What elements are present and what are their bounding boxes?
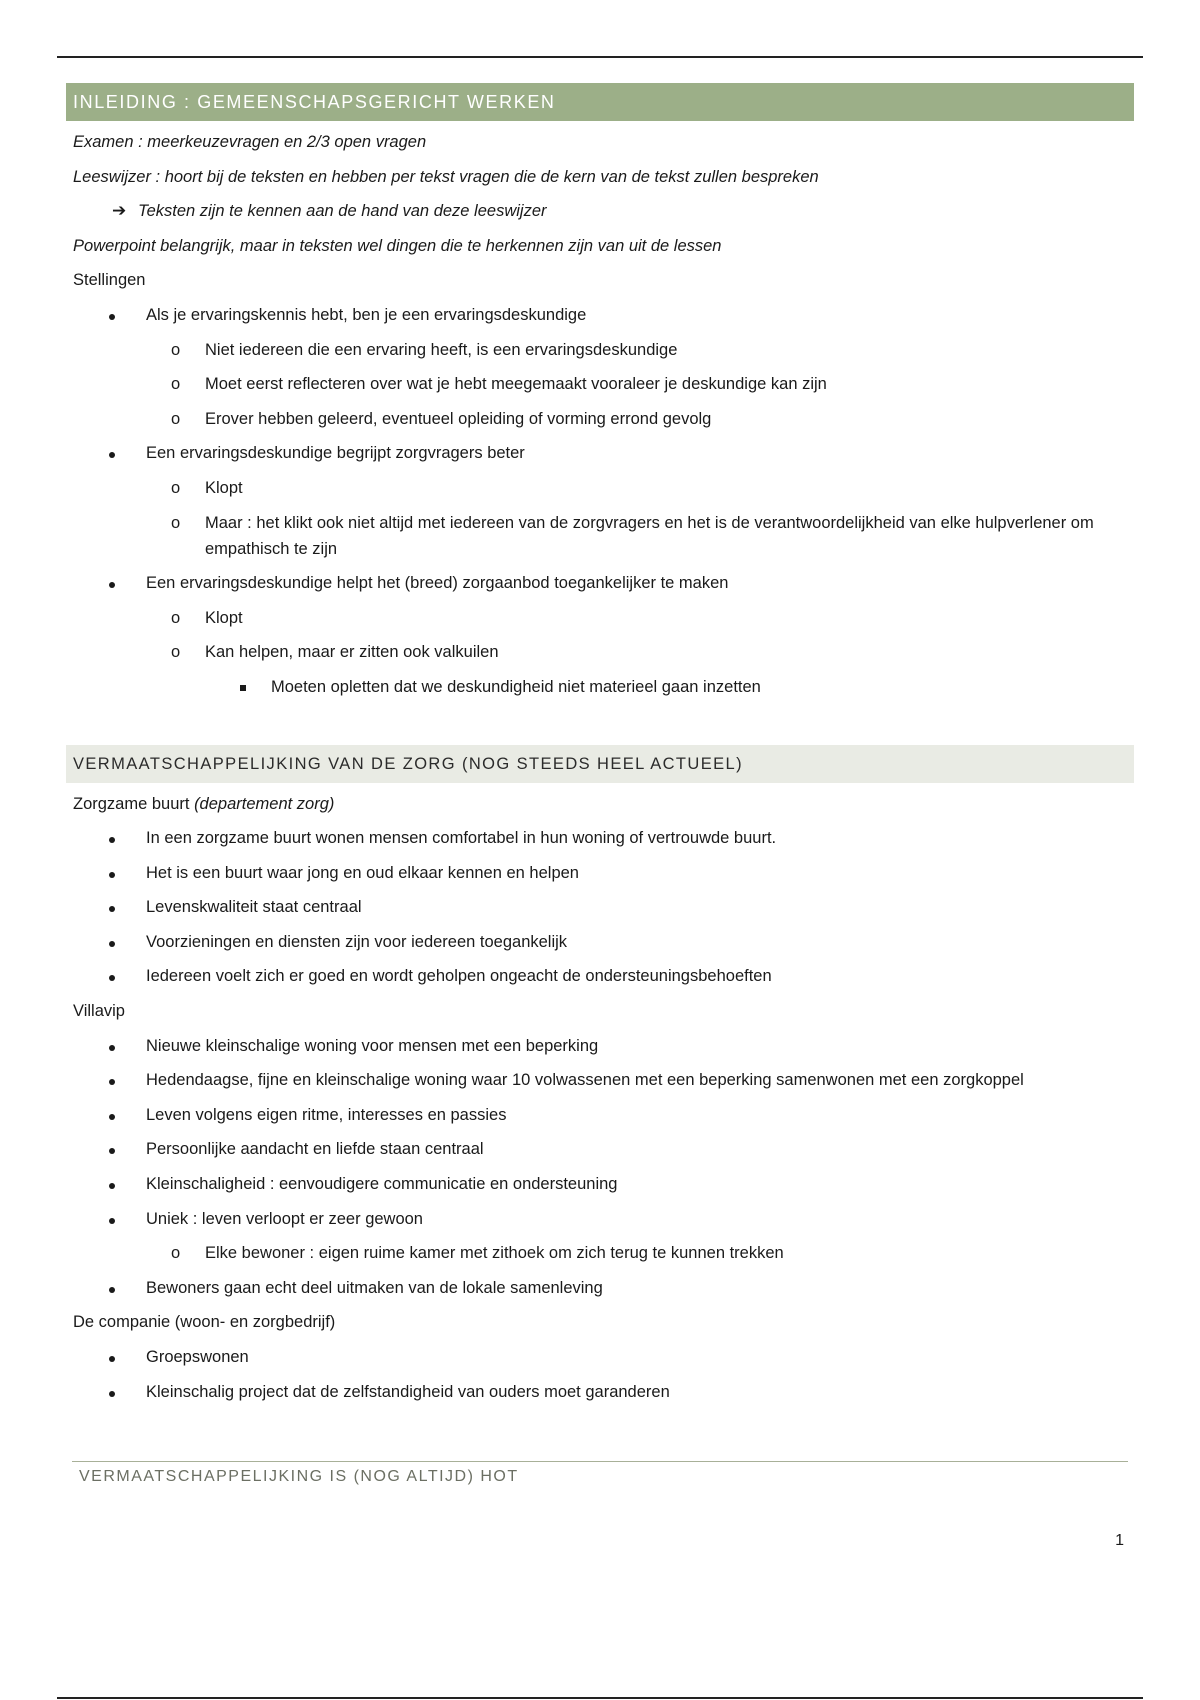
list-item (66, 1098, 1134, 1133)
list-item (66, 1029, 1134, 1064)
bullet-circle-icon: o (171, 1244, 181, 1263)
list-item (66, 821, 1134, 856)
bullet-dot-icon (109, 1079, 115, 1085)
bullet-square-icon (240, 685, 246, 691)
list-item (66, 856, 1134, 891)
bullet-dot-icon (109, 582, 115, 588)
list-item (66, 959, 1134, 994)
list-item-text: Een ervaringsdeskundige begrijpt zorgvragers beter (146, 444, 525, 463)
list-item (66, 1202, 1134, 1237)
zorgzame-buurt-list (66, 821, 1134, 994)
sub-sub-list-item-text: Moeten opletten dat we deskundigheid niet materieel gaan inzetten (271, 677, 761, 696)
list-item-text: Voorzieningen en diensten zijn voor iedereen toegankelijk (146, 932, 568, 951)
document-content (66, 83, 1134, 1496)
bullet-dot-icon (109, 837, 115, 843)
sub-list-item (125, 1236, 1134, 1271)
examen-line: Examen : meerkeuzevragen en 2/3 open vragen (73, 133, 427, 151)
sub-list-item (125, 402, 1134, 437)
bullet-dot-icon (109, 1218, 115, 1224)
section-heading-hot: VERMAATSCHAPPELIJKING IS (NOG ALTIJD) HOT (72, 1461, 1128, 1496)
list-item-text: In een zorgzame buurt wonen mensen comfortabel in hun woning of vertrouwde buurt. (146, 829, 777, 848)
page-bottom-rule (57, 1697, 1143, 1699)
sub-list-item (125, 601, 1134, 636)
companie-label: De companie (woon- en zorgbedrijf) (73, 1313, 336, 1332)
bullet-dot-icon (109, 1045, 115, 1051)
bullet-dot-icon (109, 1183, 115, 1189)
right-arrow-icon: ➔ (112, 201, 127, 221)
list-item (66, 1063, 1134, 1098)
list-item-text: Persoonlijke aandacht en liefde staan centraal (146, 1140, 484, 1159)
zorgzame-buurt-label-italic: (departement zorg) (194, 794, 335, 813)
bullet-dot-icon (109, 314, 115, 320)
list-item (66, 436, 1134, 471)
sub-list (125, 601, 1134, 670)
list-item-text: Kleinschalig project dat de zelfstandigheid van ouders moet garanderen (146, 1382, 670, 1401)
bullet-circle-icon: o (171, 608, 181, 627)
list-item (66, 1271, 1134, 1306)
sub-list-item (125, 367, 1134, 402)
bullet-dot-icon (109, 1391, 115, 1397)
bullet-circle-icon: o (171, 478, 181, 497)
stellingen-list (66, 436, 1134, 471)
bullet-circle-icon: o (171, 340, 181, 359)
sub-sub-list-item (191, 670, 1134, 705)
list-item-text: Een ervaringsdeskundige helpt het (breed) zorgaanbod toegankelijker te maken (146, 574, 729, 593)
list-item-text: Als je ervaringskennis hebt, ben je een ervaringsdeskundige (146, 305, 587, 324)
bullet-dot-icon (109, 941, 115, 947)
stellingen-list (66, 298, 1134, 333)
list-item (66, 1167, 1134, 1202)
sub-list (125, 471, 1134, 566)
sub-list-item-text: Klopt (205, 478, 243, 497)
list-item-text: Levenskwaliteit staat centraal (146, 898, 362, 917)
companie-list (66, 1340, 1134, 1409)
sub-list (125, 333, 1134, 437)
villavip-list (66, 1271, 1134, 1306)
sub-list-item (125, 471, 1134, 506)
list-item-text: Kleinschaligheid : eenvoudigere communicatie en ondersteuning (146, 1175, 618, 1194)
section-heading-inleiding: INLEIDING : GEMEENSCHAPSGERICHT WERKEN (66, 83, 1134, 121)
sub-list (125, 1236, 1134, 1271)
list-item (66, 925, 1134, 960)
list-item-text: Het is een buurt waar jong en oud elkaar kennen en helpen (146, 863, 579, 882)
bullet-dot-icon (109, 872, 115, 878)
sub-list-item (125, 635, 1134, 670)
list-item (66, 890, 1134, 925)
stellingen-list (66, 566, 1134, 601)
bullet-circle-icon: o (171, 643, 181, 662)
sub-list-item (125, 506, 1134, 567)
bullet-dot-icon (109, 1287, 115, 1293)
sub-list-item-text: Niet iedereen die een ervaring heeft, is een ervaringsdeskundige (205, 340, 678, 359)
sub-list-item-text: Maar : het klikt ook niet altijd met iedereen van de zorgvragers en het is de verantwoordelijkheid van elke hulpverlener om empathisch te zijn (205, 513, 1094, 558)
villavip-list (66, 1029, 1134, 1237)
section-heading-vermaatschappelijking: VERMAATSCHAPPELIJKING VAN DE ZORG (NOG STEEDS HEEL ACTUEEL) (66, 745, 1134, 783)
bullet-dot-icon (109, 1148, 115, 1154)
sub-list-item-text: Erover hebben geleerd, eventueel opleiding of vorming errond gevolg (205, 409, 712, 428)
stellingen-label: Stellingen (73, 271, 146, 290)
sub-sub-list (191, 670, 1134, 705)
bullet-circle-icon: o (171, 409, 181, 428)
bullet-dot-icon (109, 1114, 115, 1120)
sub-list-item-text: Moet eerst reflecteren over wat je hebt meegemaakt vooraleer je deskundige kan zijn (205, 375, 827, 394)
list-item (66, 566, 1134, 601)
arrow-line-text: Teksten zijn te kennen aan de hand van deze leeswijzer (138, 202, 547, 221)
arrow-line (66, 194, 1134, 229)
bullet-dot-icon (109, 1356, 115, 1362)
list-item-text: Nieuwe kleinschalige woning voor mensen met een beperking (146, 1036, 599, 1055)
list-item-text: Uniek : leven verloopt er zeer gewoon (146, 1209, 423, 1228)
bullet-dot-icon (109, 906, 115, 912)
list-item (66, 1375, 1134, 1410)
villavip-label: Villavip (73, 1002, 125, 1021)
page-top-rule (57, 56, 1143, 58)
sub-list-item-text: Elke bewoner : eigen ruime kamer met zithoek om zich terug te kunnen trekken (205, 1244, 784, 1263)
bullet-dot-icon (109, 452, 115, 458)
leeswijzer-line: Leeswijzer : hoort bij de teksten en hebben per tekst vragen die de kern van de tekst zullen bespreken (73, 167, 819, 186)
sub-list-item-text: Kan helpen, maar er zitten ook valkuilen (205, 643, 499, 662)
list-item-text: Leven volgens eigen ritme, interesses en passies (146, 1105, 507, 1124)
sub-list-item-text: Klopt (205, 608, 243, 627)
list-item (66, 298, 1134, 333)
zorgzame-buurt-label-text: Zorgzame buurt (73, 794, 190, 813)
bullet-circle-icon: o (171, 513, 181, 532)
list-item (66, 1132, 1134, 1167)
page-number: 1 (1115, 1532, 1124, 1549)
list-item-text: Hedendaagse, fijne en kleinschalige woning waar 10 volwassenen met een beperking samenwonen met een zorgkoppel (146, 1071, 1024, 1090)
list-item-text: Groepswonen (146, 1348, 249, 1366)
list-item-text: Iedereen voelt zich er goed en wordt geholpen ongeacht de ondersteuningsbehoeften (146, 967, 772, 986)
list-item (66, 1340, 1134, 1375)
sub-list-item (125, 333, 1134, 368)
list-item-text: Bewoners gaan echt deel uitmaken van de lokale samenleving (146, 1278, 603, 1297)
zorgzame-buurt-label (66, 787, 1134, 822)
bullet-dot-icon (109, 975, 115, 981)
bullet-circle-icon: o (171, 375, 181, 394)
powerpoint-line: Powerpoint belangrijk, maar in teksten wel dingen die te herkennen zijn van uit de lessen (73, 236, 722, 255)
